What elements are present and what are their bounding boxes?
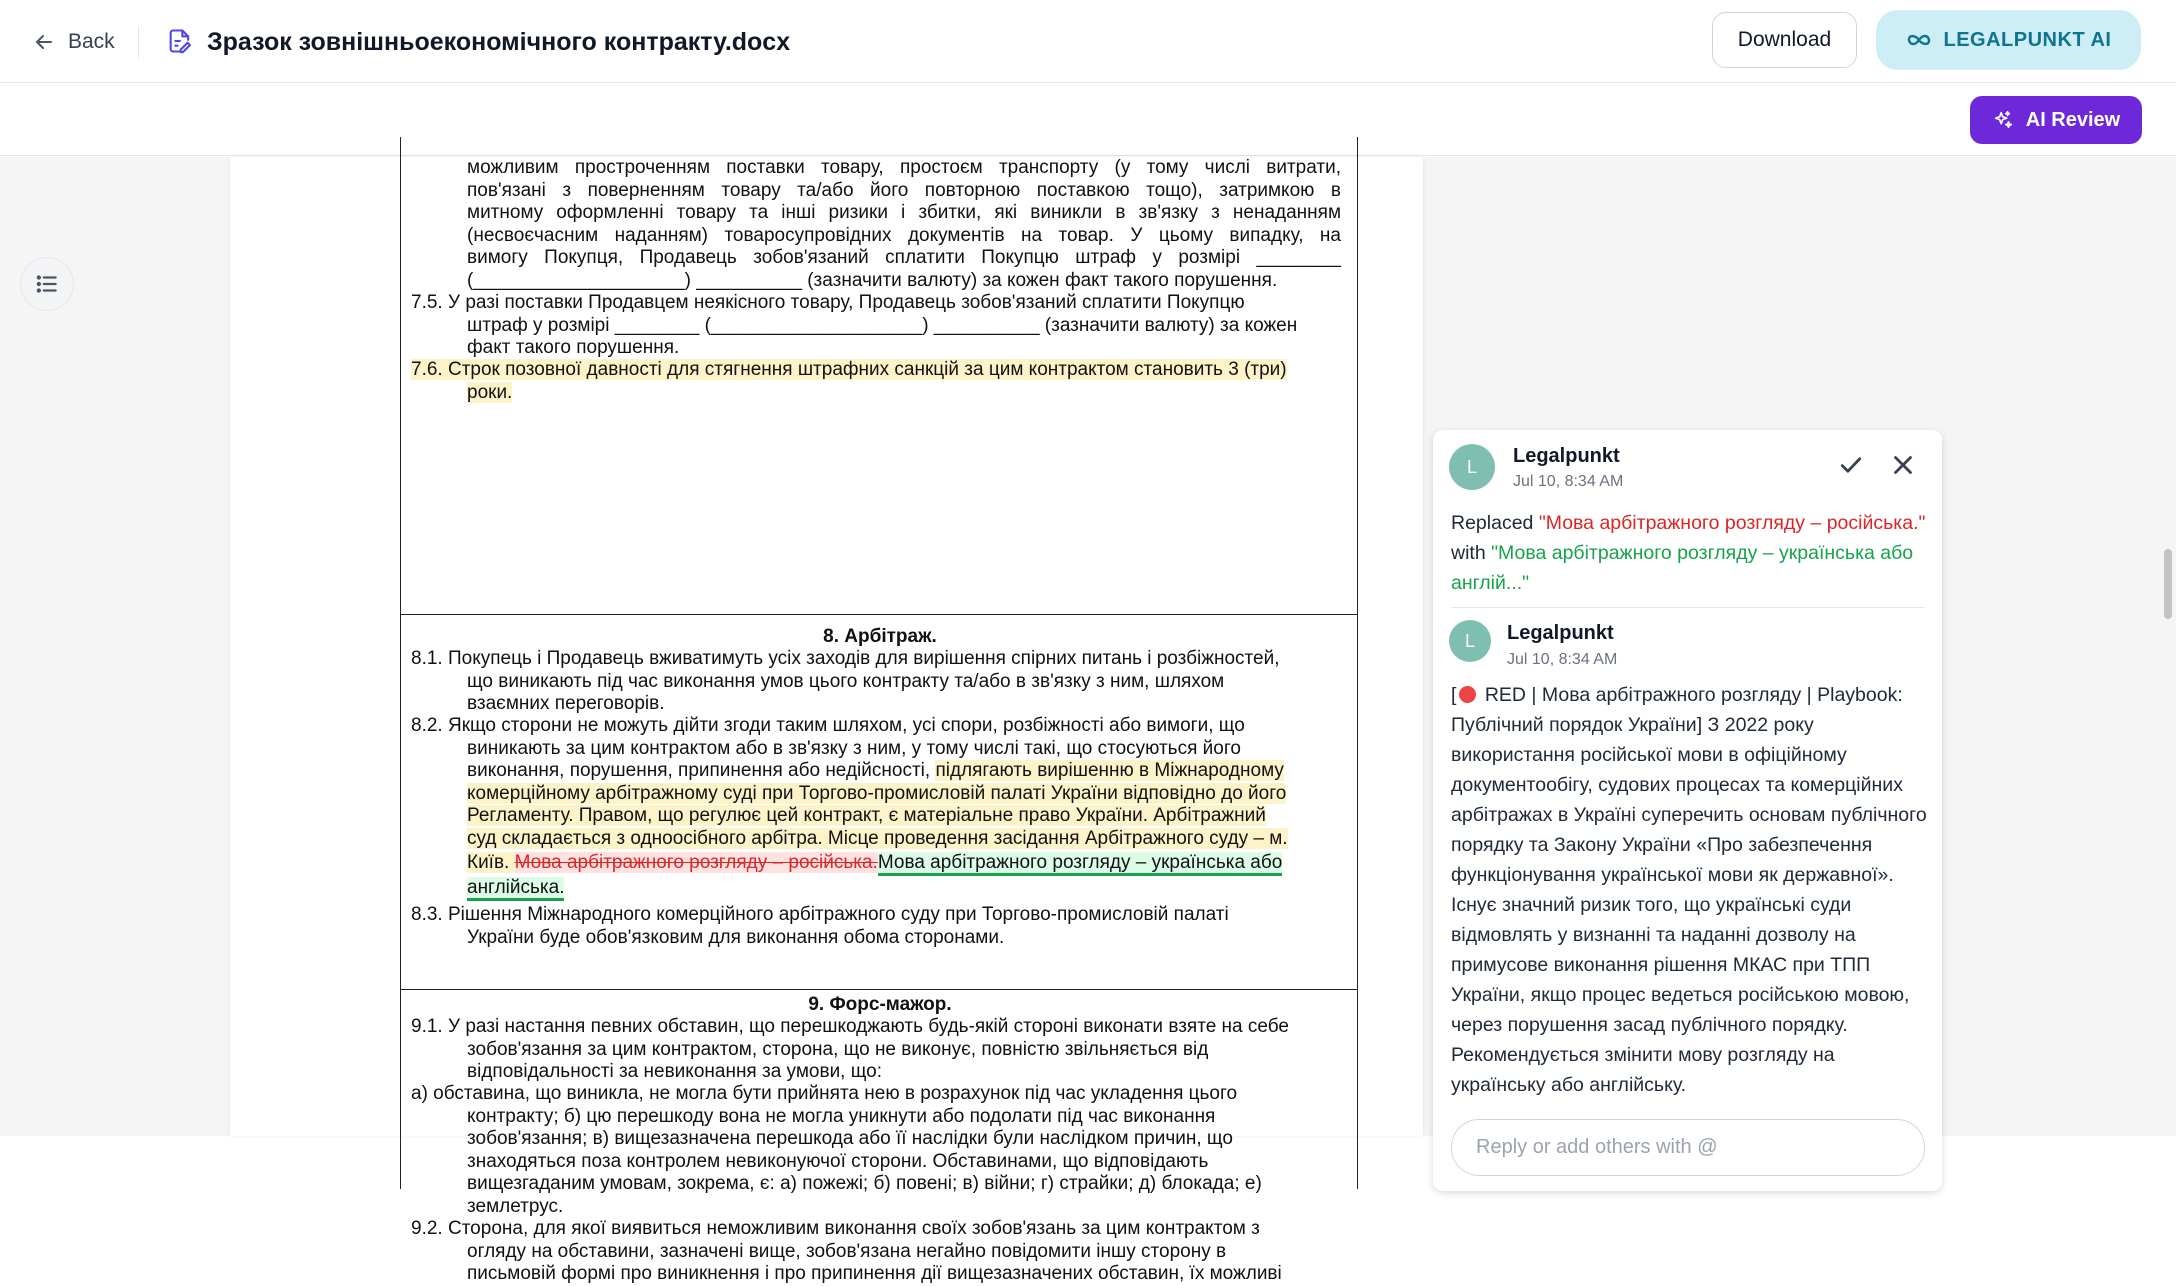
comment-author: Legalpunkt [1507, 622, 1614, 644]
clause-7-4-continued[interactable] [411, 157, 1341, 292]
clause-7-6[interactable] [411, 359, 1341, 404]
highlighted-text: Київ. [467, 852, 515, 873]
text-line: митному оформленні товару та інші ризики і збитки, які виникли в зв'язку з ненаданням [467, 202, 1341, 223]
highlighted-text: 7.6. Строк позовної давності для стягнення штрафних санкцій за цим контрактом становить 3 (три) [411, 359, 1287, 380]
comment-thread-card[interactable] [1433, 430, 1942, 1191]
text-line: штраф у розмірі ________ (____________________) __________ (зазначити валюту) за кожен [467, 314, 1298, 336]
section-9-box [400, 989, 1358, 1284]
risk-comment-text: RED | Мова арбітражного розгляду | Playbook: Публічний порядок України] З 2022 року використання російської мови в офіційному документообігу, судових процесах та комерційних арбітражах в Україні суперечить основам публічного порядку та Закону України «Про забезпечення функціонування української мови як державної». Існує значний ризик того, що українські суди відмовлять у визнанні та наданні дозволу на примусове виконання рішення МКАС при ТПП України, якщо процес ведеться російською мовою, через порушення засад публічного порядку. Рекомендується змінити мову розгляду на українську або англійську. [1451, 684, 1927, 1096]
text-line: 9.1. У разі настання певних обставин, що перешкоджають будь-якій стороні виконати взяте на себе [411, 1016, 1289, 1037]
text-line: України буде обов'язковим для виконання обома сторонами. [467, 926, 1005, 948]
text-line: вимогу Покупця, Продавець зобов'язаний сплатити Покупцю штраф у розмірі ________ [467, 247, 1341, 268]
arrow-left-icon [32, 30, 56, 54]
old-text: "Мова арбітражного розгляду – російська." [1538, 512, 1926, 534]
section-title: 9. Форс-мажор. [808, 994, 952, 1015]
legalpunkt-ai-button[interactable] [1876, 10, 2141, 70]
text-segment: виконання, порушення, припинення або недійсності, [467, 760, 936, 781]
highlighted-text: комерційному арбітражному суді при Торгово-промисловій палаті України відповідно до його [467, 782, 1287, 804]
text-line: вищезгаданим умовам, зокрема, є: а) пожежі; б) повені; в) війни; г) страйки; д) блокада; е) [467, 1173, 1262, 1194]
summary-prefix: Replaced [1451, 512, 1539, 534]
text-line: 8.3. Рішення Міжнародного комерційного арбітражного суду при Торгово-промисловій палаті [411, 904, 1229, 925]
tracked-deletion[interactable]: Мова арбітражного розгляду – російська. [514, 852, 878, 873]
back-button[interactable] [32, 24, 115, 60]
text-line: 7.5. У разі поставки Продавцем неякісного товару, Продавець зобов'язаний сплатити Покупцю [411, 292, 1245, 313]
change-summary [1451, 508, 1929, 598]
clause-9-1-a[interactable] [411, 1083, 1341, 1218]
tracked-insertion[interactable]: Мова арбітражного розгляду – українська або [878, 852, 1282, 876]
red-circle-icon [1459, 686, 1476, 703]
text-line: знаходяться поза контролем невиконуючої сторони. Обставинами, що відповідають [467, 1150, 1209, 1172]
infinity-icon [1906, 32, 1932, 48]
text-line: відповідальності за невиконання за умови, що: [467, 1061, 883, 1082]
text-line: пов'язані з поверненням товару та/або його повторною поставкою тощо), затримкою в [467, 179, 1341, 201]
text-line: 8.1. Покупець і Продавець вживатимуть усіх заходів для вирішення спірних питань і розбіжностей, [411, 648, 1280, 669]
clause-8-1[interactable] [411, 648, 1341, 716]
comment-date: Jul 10, 8:34 AM [1507, 651, 1618, 668]
accept-check-icon[interactable] [1836, 450, 1866, 480]
ai-review-button[interactable] [1970, 96, 2142, 144]
clause-9-1[interactable] [411, 1016, 1341, 1084]
download-button[interactable]: Download [1712, 12, 1857, 68]
document-title: Зразок зовнішньоекономічного контракту.docx [207, 28, 791, 56]
section-7-box [400, 137, 1358, 615]
text-line: контракту; б) цю перешкоду вона не могла уникнути або подолати під час виконання [467, 1105, 1216, 1127]
text-line: зобов'язання; в) вищезазначена перешкода або її наслідки були наслідком причин, що [467, 1128, 1233, 1149]
clause-8-2[interactable] [411, 715, 1341, 900]
highlighted-text: роки. [467, 381, 513, 403]
editor-workspace [0, 157, 2176, 1284]
section-title: 8. Арбітраж. [823, 626, 937, 647]
bracket-open: [ [1451, 684, 1457, 706]
text-line: факт такого порушення. [467, 337, 680, 358]
edit-document-icon [166, 27, 194, 55]
sparkles-icon [1992, 109, 2014, 131]
ai-review-label: AI Review [2025, 108, 2121, 131]
reject-close-icon[interactable] [1888, 450, 1918, 480]
text-line: можливим простроченням поставки товару, простоєм транспорту (у тому числі витрати, [467, 157, 1341, 178]
text-line: (несвоєчасним наданням) товаросупровідних документів на товар. У цьому випадку, на [467, 224, 1341, 246]
reply-input[interactable] [1451, 1119, 1925, 1176]
section-8-box [400, 615, 1358, 990]
comment-divider [1451, 607, 1925, 608]
clause-8-3[interactable] [411, 904, 1341, 949]
divider [138, 26, 139, 58]
clause-9-2[interactable] [411, 1218, 1341, 1286]
highlighted-text: підлягають вирішенню в Міжнародному [935, 760, 1284, 781]
new-text: "Мова арбітражного розгляду – українська або англій..." [1451, 542, 1914, 594]
avatar: L [1449, 620, 1491, 662]
comment-author: Legalpunkt [1513, 445, 1620, 467]
clause-7-5[interactable] [411, 292, 1341, 360]
text-line: землетрус. [467, 1195, 564, 1217]
top-bar [0, 0, 2176, 83]
summary-middle: with [1451, 542, 1492, 564]
document-page[interactable] [230, 157, 1423, 1284]
back-label: Back [68, 30, 115, 53]
text-line: а) обставина, що виникла, не могла бути прийнята нею в розрахунок під час укладення цього [411, 1083, 1238, 1104]
comment-date: Jul 10, 8:34 AM [1513, 473, 1624, 490]
text-line: зобов'язання за цим контрактом, сторона, що не виконує, повністю звільняється від [467, 1038, 1209, 1060]
list-icon [34, 271, 60, 297]
tracked-insertion[interactable]: англійська. [467, 877, 564, 901]
text-line: що виникають під час виконання умов цього контракту та/або в зв'язку з ним, шляхом [467, 670, 1225, 692]
highlighted-text: Регламенту. Правом, що регулює цей контракт, є матеріальне право України. Арбітражний [467, 805, 1266, 826]
text-line: письмовій формі про виникнення і про припинення дії вищезазначених обставин, їх можливі [467, 1263, 1282, 1284]
avatar: L [1449, 444, 1495, 490]
text-line: (____________________) __________ (зазначити валюту) за кожен факт такого порушення. [467, 269, 1278, 291]
text-line: виникають за цим контрактом або в зв'язку з ним, у тому числі такі, що стосуються його [467, 737, 1241, 759]
text-line: 9.2. Сторона, для якої виявиться неможливим виконання своїх зобов'язань за цим контрактом з [411, 1218, 1260, 1239]
text-line: огляду на обставини, зазначені вище, зобов'язана негайно повідомити іншу сторону в [467, 1240, 1227, 1262]
highlighted-text: суд складається з одноосібного арбітра. Місце проведення засідання Арбітражного суду – м. [467, 827, 1288, 849]
text-line: 8.2. Якщо сторони не можуть дійти згоди таким шляхом, усі спори, розбіжності або вимоги, що [411, 715, 1245, 736]
risk-comment-body [1451, 680, 1929, 1100]
legalpunkt-ai-label: LEGALPUNKT AI [1943, 28, 2112, 51]
table-of-contents-button[interactable] [20, 257, 74, 311]
scrollbar-thumb[interactable] [2164, 549, 2172, 619]
text-line: взаємних переговорів. [467, 693, 665, 714]
